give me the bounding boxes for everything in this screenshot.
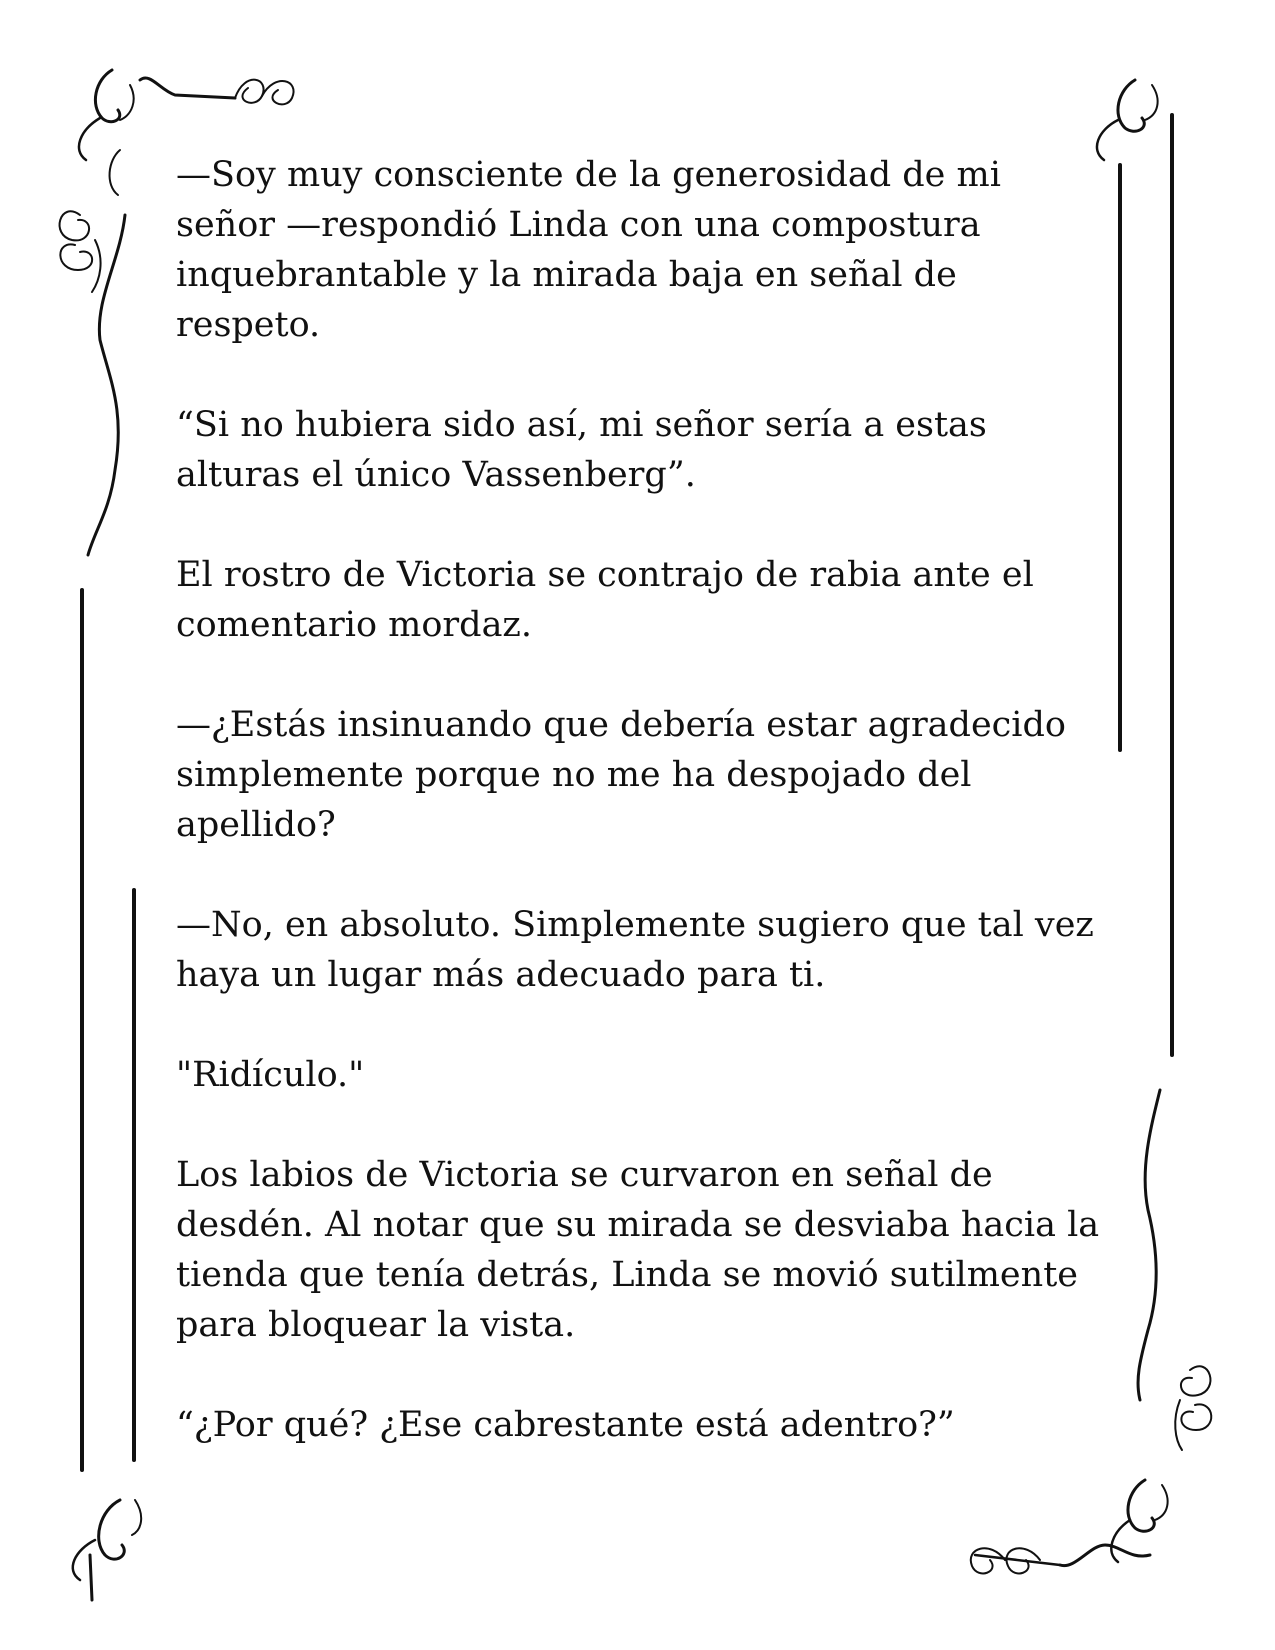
paragraph: —No, en absoluto. Simplemente sugiero que tal vez haya un lugar más adecuado para ti.	[176, 905, 1094, 995]
right-side-flourish-icon	[1138, 1090, 1211, 1450]
paragraph: "Ridículo."	[176, 1055, 365, 1095]
paragraph: “Si no hubiera sido así, mi señor sería a estas alturas el único Vassenberg”.	[176, 405, 987, 495]
bottom-right-flourish-icon	[971, 1480, 1168, 1573]
paragraph: —Soy muy consciente de la generosidad de mi señor —respondió Linda con una compostura inquebrantable y la mirada baja en señal de respeto.	[176, 155, 1001, 345]
bottom-left-flourish-icon	[73, 1500, 141, 1600]
paragraph: Los labios de Victoria se curvaron en señal de desdén. Al notar que su mirada se desviaba hacia la tienda que tenía detrás, Linda se movió sutilmente para bloquear la vista.	[176, 1155, 1100, 1345]
paragraph: “¿Por qué? ¿Ese cabrestante está adentro?”	[176, 1405, 955, 1445]
page-body-text	[176, 150, 1106, 1450]
paragraph: El rostro de Victoria se contrajo de rabia ante el comentario mordaz.	[176, 555, 1034, 645]
top-right-flourish-icon	[1097, 80, 1158, 160]
paragraph: —¿Estás insinuando que debería estar agradecido simplemente porque no me ha despojado del apellido?	[176, 705, 1066, 845]
